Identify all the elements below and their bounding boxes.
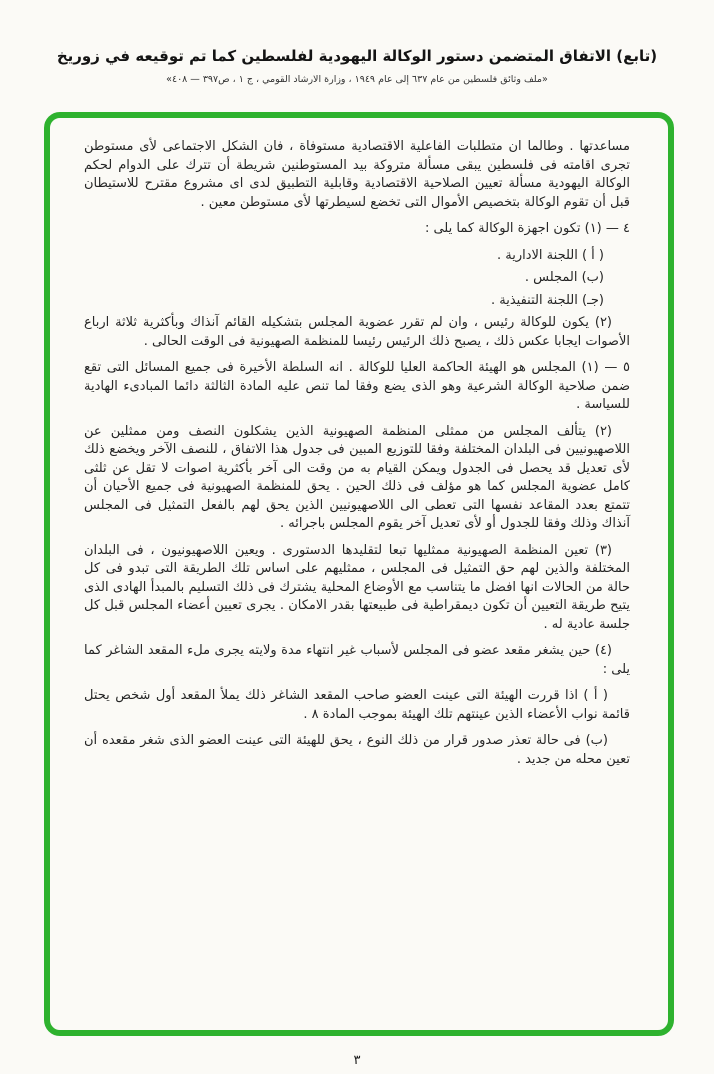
- source-citation: «ملف وثائق فلسطين من عام ٦٣٧ إلى عام ١٩٤٩ ، وزارة الارشاد القومي ، ج ١ ، ص٣٩٧ — ٤٠٨»: [166, 74, 548, 85]
- list-item-j: (جـ) اللجنة التنفيذية .: [490, 292, 604, 308]
- page-header: [20, 46, 694, 85]
- clause-5-sub-2: (٢) يتألف المجلس من ممثلى المنظمة الصهيونية الذين يشكلون النصف ومن ممثلين عن اللاصهيونيين فى البلدان المختلفة وفقا للتوزيع المبين فى جدول هذا الاتفاق ، للنصف الآخر ويخضع ذلك لأى تعديل قد يحصل فى الجدول ويمكن القيام به من وقت الى آخر بأكثرية اصوات لا تقل عن ثلثى كامل عضوية المجلس كما هو مؤلف فى ذلك الحين . يحق للمنظمة الصهيونية فى جميع الأحيان أن تتمتع بعدد المقاعد نفسها التى تعطى الى اللاصهيونيين الذين يحق لهم بالفعل التمثيل فى المجلس آنذاك وذلك وفقا للجدول أو لأى تعديل آخر يقوم المجلس باجرائه .: [84, 423, 630, 531]
- clause-5-sub-4: (٤) حين يشغر مقعد عضو فى المجلس لأسباب غير انتهاء مدة ولايته يجرى ملء المقعد الشاغر كما يلى :: [84, 643, 630, 677]
- list-item-b: (ب) المجلس .: [524, 270, 604, 285]
- list-item-a: ( أ ) اللجنة الادارية .: [496, 247, 604, 263]
- sub-item-a: ( أ ) اذا قررت الهيئة التى عينت العضو صاحب المقعد الشاغر ذلك يملأ المقعد أول شخص يحتل قائمة نواب الأعضاء الذين عينتهم تلك الهيئة بموجب المادة ٨ .: [84, 688, 630, 722]
- sub-item-b: (ب) فى حالة تعذر صدور قرار من ذلك النوع ، يحق للهيئة التى عينت العضو الذى شغر مقعده أن تعين محله من جديد .: [84, 733, 630, 767]
- green-frame: [44, 112, 674, 1036]
- document-body: [50, 118, 668, 1030]
- clause-4-heading: ٤ — (١) تكون اجهزة الوكالة كما يلى :: [424, 221, 630, 236]
- clause-4-sub-2: (٢) يكون للوكالة رئيس ، وان لم تقرر عضوية المجلس بتشكيله القائم آنذاك وبأكثرية ثلاثة ارباع الأصوات ايجابا عكس ذلك ، يصبح ذلك الرئيس رئيسا للمنظمة الصهيونية فى الوقت الحالى .: [84, 315, 630, 349]
- clause-5-sub-1: ٥ — (١) المجلس هو الهيئة الحاكمة العليا للوكالة . انه السلطة الأخيرة فى جميع المسائل التى تقع ضمن صلاحية الوكالة الشرعية وهو الذى يضع وفقا لما تنص عليه المادة الثالثة دائما المبادىء الهادية للسياسة .: [84, 360, 630, 412]
- document-title: (تابع) الاتفاق المتضمن دستور الوكالة اليهودية لفلسطين كما تم توقيعه في زوريخ: [56, 47, 658, 65]
- paragraph-continuation: مساعدتها . وطالما ان متطلبات الفاعلية الاقتصادية مستوفاة ، فان الشكل الاجتماعى لأى مستوطن تجرى اقامته فى فلسطين يبقى مسألة متروكة بيد المستوطنين شريطة أن تترك على الدوام لحكم الوكالة اليهودية مسألة تعيين الصلاحية الاقتصادية وقابلية التطبيق لدى اى مشروع مقترح للاستيطان قبل أن تقوم الوكالة بتخصيص الأموال التى تخضع لسيطرتها لأى مستوطن معين .: [84, 139, 630, 210]
- clause-5-sub-3: (٣) تعين المنظمة الصهيونية ممثليها تبعا لتقليدها الدستورى . ويعين اللاصهيونيون ، فى البلدان المختلفة والذين لهم حق التمثيل فى المجلس ، ممثليهم على اساس تلك الطريقة التى تبدو فى كل حالة من الحالات انها افضل ما يتناسب مع الأوضاع المحلية يشترك فى ذلك التسليم بالمبدأ الهادى الذى يتيح طريقة التعيين أن تكون ديمقراطية فى طبيعتها بقدر الامكان . يجرى تعيين أعضاء المجلس قبل كل جلسة عادية له .: [84, 542, 630, 632]
- page-number: ٣: [353, 1053, 361, 1068]
